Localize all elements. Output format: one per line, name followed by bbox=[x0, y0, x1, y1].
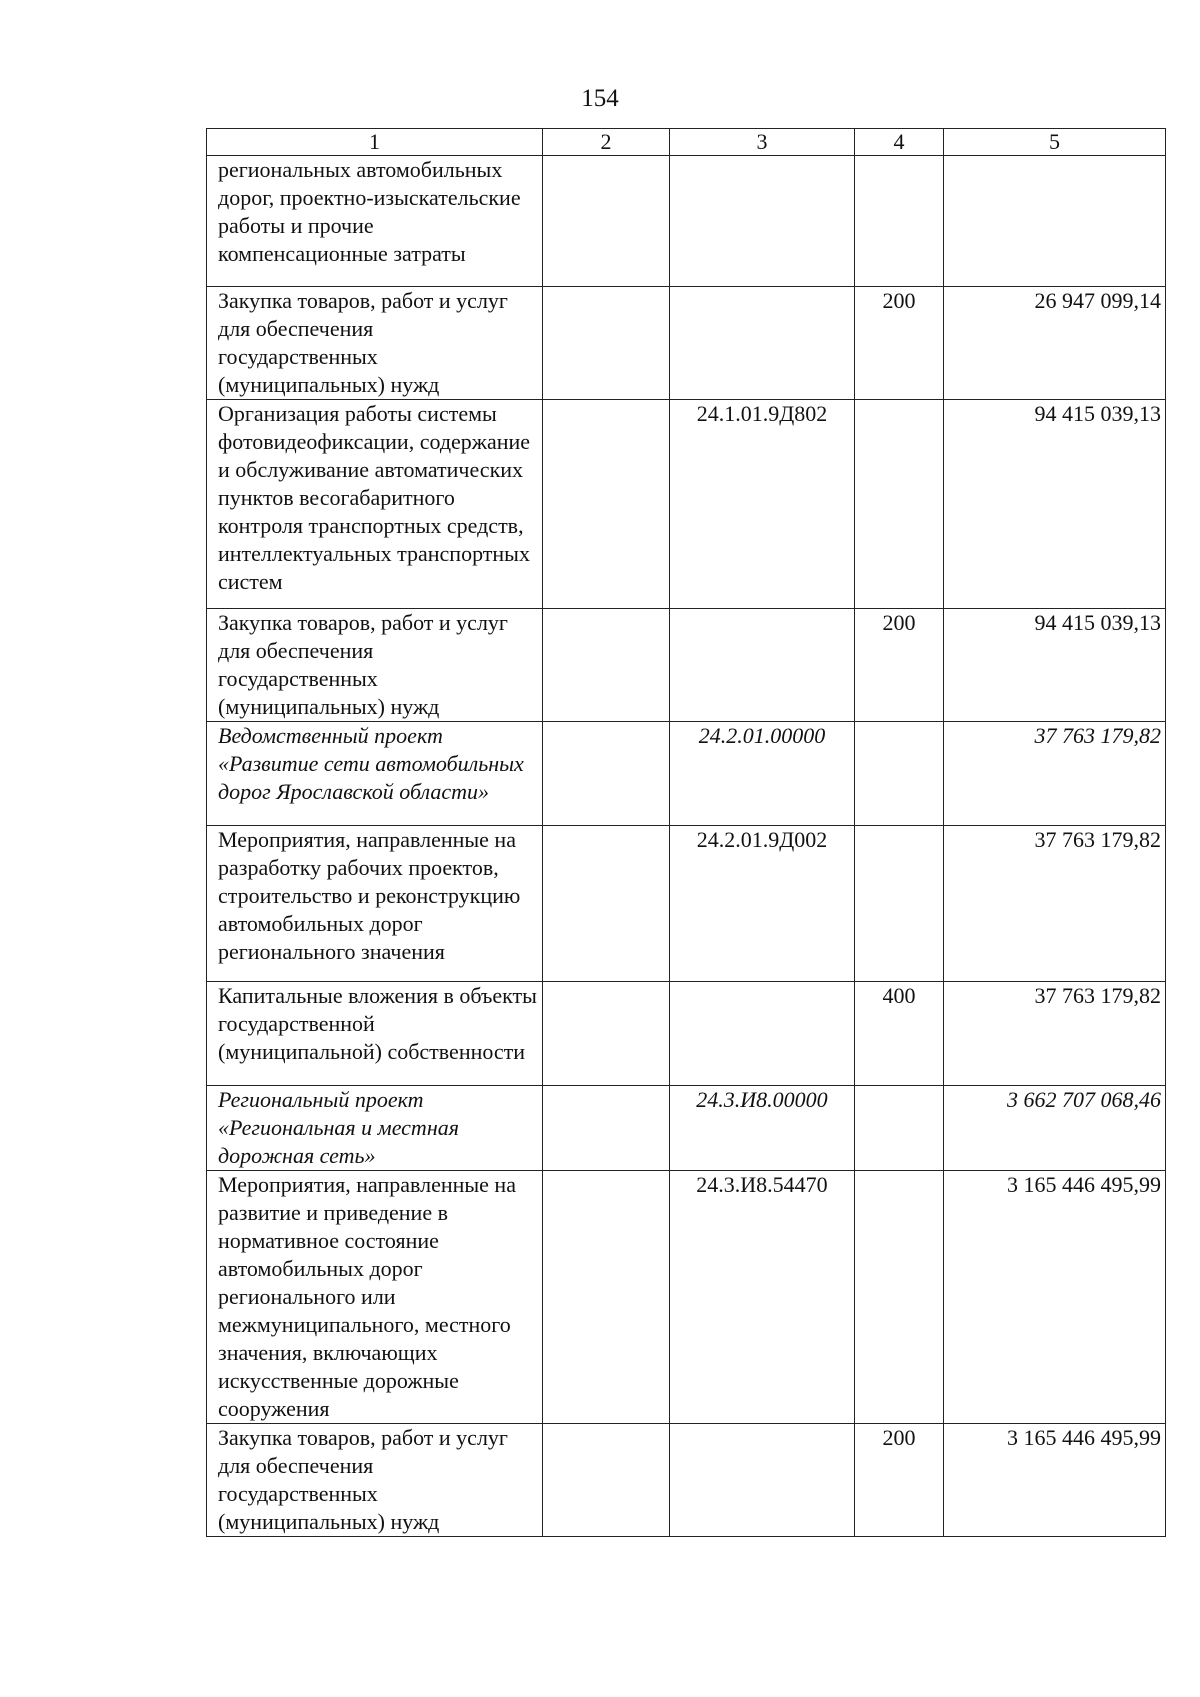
table-body bbox=[207, 129, 1166, 1537]
column-2-cell bbox=[543, 287, 670, 400]
table-row bbox=[207, 722, 1166, 826]
target-code-cell: 24.2.01.9Д002 bbox=[670, 826, 855, 982]
description-cell: Закупка товаров, работ и услуг для обеспечения государственных (муниципальных) нужд bbox=[207, 609, 543, 722]
table-row bbox=[207, 287, 1166, 400]
column-header-5: 5 bbox=[944, 129, 1166, 156]
description-cell: Мероприятия, направленные на развитие и приведение в нормативное состояние автомобильных дорог регионального или межмуниципального, местного значения, включающих искусственные дорожные сооружения bbox=[207, 1171, 543, 1424]
amount-cell: 26 947 099,14 bbox=[944, 287, 1166, 400]
description-cell: Мероприятия, направленные на разработку рабочих проектов, строительство и реконструкцию автомобильных дорог регионального значения bbox=[207, 826, 543, 982]
amount-cell bbox=[944, 156, 1166, 287]
description-cell: Закупка товаров, работ и услуг для обеспечения государственных (муниципальных) нужд bbox=[207, 287, 543, 400]
amount-cell: 37 763 179,82 bbox=[944, 722, 1166, 826]
page-number: 154 bbox=[581, 85, 619, 112]
column-header-3: 3 bbox=[670, 129, 855, 156]
table-row bbox=[207, 1171, 1166, 1424]
column-2-cell bbox=[543, 609, 670, 722]
table-row bbox=[207, 156, 1166, 287]
column-2-cell bbox=[543, 982, 670, 1086]
target-code-cell bbox=[670, 156, 855, 287]
table-header-row bbox=[207, 129, 1166, 156]
target-code-cell: 24.2.01.00000 bbox=[670, 722, 855, 826]
column-2-cell bbox=[543, 400, 670, 609]
table-row bbox=[207, 826, 1166, 982]
column-2-cell bbox=[543, 1171, 670, 1424]
description-cell: Капитальные вложения в объекты государственной (муниципальной) собственности bbox=[207, 982, 543, 1086]
expense-type-cell bbox=[855, 156, 944, 287]
table-row bbox=[207, 1424, 1166, 1537]
amount-cell: 3 662 707 068,46 bbox=[944, 1086, 1166, 1171]
column-header-1: 1 bbox=[207, 129, 543, 156]
target-code-cell bbox=[670, 287, 855, 400]
description-cell: Закупка товаров, работ и услуг для обеспечения государственных (муниципальных) нужд bbox=[207, 1424, 543, 1537]
description-cell: Ведомственный проект «Развитие сети автомобильных дорог Ярославской области» bbox=[207, 722, 543, 826]
table-row bbox=[207, 609, 1166, 722]
target-code-cell: 24.3.И8.54470 bbox=[670, 1171, 855, 1424]
description-cell: Региональный проект «Региональная и местная дорожная сеть» bbox=[207, 1086, 543, 1171]
description-cell: региональных автомобильных дорог, проектно-изыскательские работы и прочие компенсационные затраты bbox=[207, 156, 543, 287]
table-row bbox=[207, 1086, 1166, 1171]
column-2-cell bbox=[543, 826, 670, 982]
table-row bbox=[207, 982, 1166, 1086]
column-header-2: 2 bbox=[543, 129, 670, 156]
expense-type-cell: 200 bbox=[855, 609, 944, 722]
expense-type-cell: 200 bbox=[855, 287, 944, 400]
budget-table bbox=[206, 128, 1166, 1537]
expense-type-cell bbox=[855, 1086, 944, 1171]
amount-cell: 94 415 039,13 bbox=[944, 609, 1166, 722]
column-2-cell bbox=[543, 156, 670, 287]
description-cell: Организация работы системы фотовидеофиксации, содержание и обслуживание автоматических пунктов весогабаритного контроля транспортных средств, интеллектуальных транспортных систем bbox=[207, 400, 543, 609]
target-code-cell bbox=[670, 982, 855, 1086]
target-code-cell bbox=[670, 1424, 855, 1537]
column-2-cell bbox=[543, 722, 670, 826]
amount-cell: 3 165 446 495,99 bbox=[944, 1171, 1166, 1424]
amount-cell: 37 763 179,82 bbox=[944, 982, 1166, 1086]
column-2-cell bbox=[543, 1086, 670, 1171]
table-row bbox=[207, 400, 1166, 609]
expense-type-cell bbox=[855, 722, 944, 826]
amount-cell: 37 763 179,82 bbox=[944, 826, 1166, 982]
target-code-cell: 24.3.И8.00000 bbox=[670, 1086, 855, 1171]
amount-cell: 3 165 446 495,99 bbox=[944, 1424, 1166, 1537]
amount-cell: 94 415 039,13 bbox=[944, 400, 1166, 609]
target-code-cell bbox=[670, 609, 855, 722]
expense-type-cell bbox=[855, 1171, 944, 1424]
expense-type-cell bbox=[855, 826, 944, 982]
target-code-cell: 24.1.01.9Д802 bbox=[670, 400, 855, 609]
expense-type-cell: 200 bbox=[855, 1424, 944, 1537]
column-header-4: 4 bbox=[855, 129, 944, 156]
expense-type-cell bbox=[855, 400, 944, 609]
expense-type-cell: 400 bbox=[855, 982, 944, 1086]
column-2-cell bbox=[543, 1424, 670, 1537]
